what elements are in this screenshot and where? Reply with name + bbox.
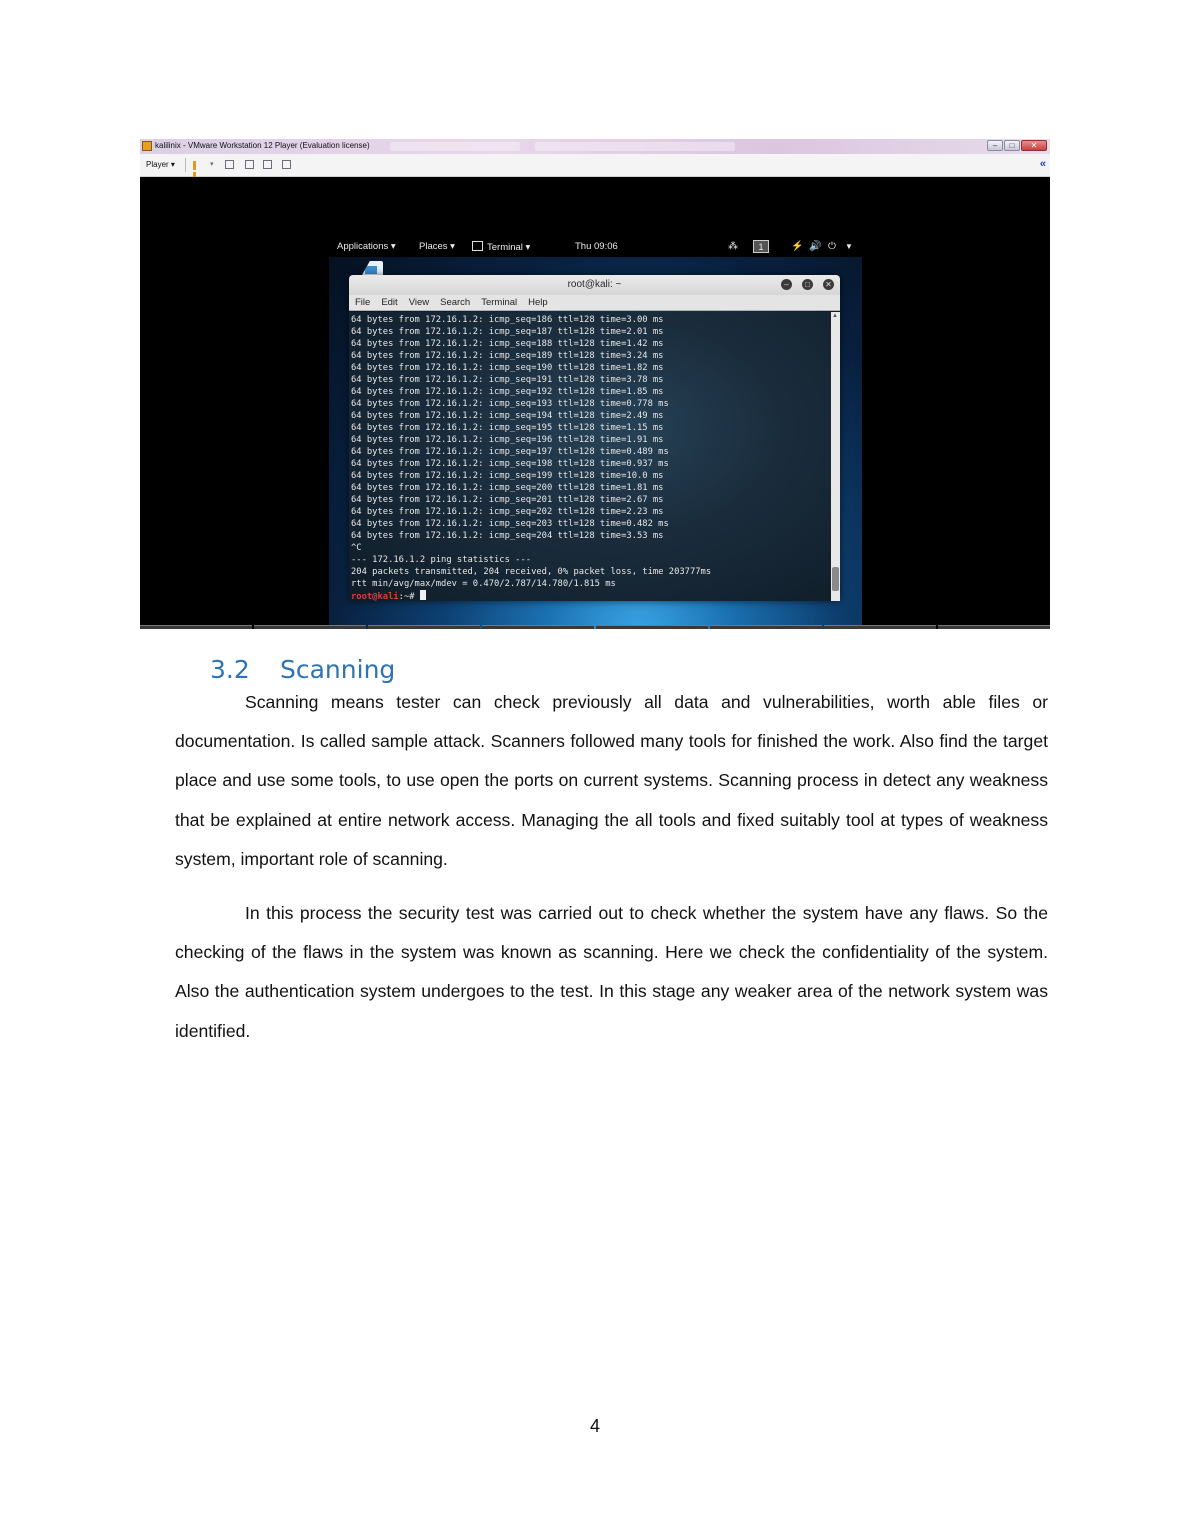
terminal-line: 64 bytes from 172.16.1.2: icmp_seq=200 ttl=128 time=1.81 ms: [351, 483, 664, 493]
terminal-prompt-line[interactable]: [351, 590, 831, 601]
unity-icon[interactable]: [282, 160, 291, 169]
scrollbar-thumb[interactable]: [832, 567, 839, 591]
player-menu[interactable]: Player ▾: [146, 160, 175, 169]
vm-display[interactable]: [140, 177, 1050, 627]
close-icon[interactable]: ✕: [823, 279, 834, 290]
terminal-scrollbar[interactable]: [831, 312, 840, 601]
maximize-icon[interactable]: □: [802, 279, 813, 290]
devices-icon[interactable]: [225, 160, 234, 169]
maximize-button[interactable]: □: [1004, 140, 1020, 151]
prompt-path: :~#: [398, 592, 420, 601]
terminal-output[interactable]: [349, 312, 831, 601]
network-icon[interactable]: ⚡: [791, 241, 804, 252]
terminal-line: 64 bytes from 172.16.1.2: icmp_seq=201 ttl=128 time=2.67 ms: [351, 495, 664, 505]
toolbar-divider: [185, 158, 186, 172]
terminal-menu-item[interactable]: File: [355, 297, 371, 308]
vm-window-title: kalilinix - VMware Workstation 12 Player (Evaluation license): [155, 141, 370, 150]
terminal-app-menu[interactable]: [472, 241, 530, 253]
collapse-icon[interactable]: «: [1039, 158, 1046, 170]
terminal-menu-item[interactable]: View: [408, 297, 430, 308]
clock[interactable]: Thu 09:06: [575, 241, 618, 252]
terminal-line: 64 bytes from 172.16.1.2: icmp_seq=193 ttl=128 time=0.778 ms: [351, 399, 669, 409]
terminal-menu-label: Terminal ▾: [487, 242, 531, 253]
terminal-line: 64 bytes from 172.16.1.2: icmp_seq=188 ttl=128 time=1.42 ms: [351, 339, 664, 349]
vm-toolbar: [140, 154, 1050, 177]
terminal-line: 64 bytes from 172.16.1.2: icmp_seq=202 ttl=128 time=2.23 ms: [351, 507, 664, 517]
terminal-line: 64 bytes from 172.16.1.2: icmp_seq=190 ttl=128 time=1.82 ms: [351, 363, 664, 373]
minimize-icon[interactable]: –: [781, 279, 792, 290]
kali-desktop[interactable]: [329, 237, 862, 629]
terminal-line: 64 bytes from 172.16.1.2: icmp_seq=198 ttl=128 time=0.937 ms: [351, 459, 669, 469]
terminal-icon: [472, 241, 483, 251]
terminal-line: 64 bytes from 172.16.1.2: icmp_seq=195 ttl=128 time=1.15 ms: [351, 423, 664, 433]
gnome-top-panel: [329, 237, 862, 257]
minimize-button[interactable]: –: [987, 140, 1003, 151]
workspace-indicator[interactable]: 1: [753, 240, 769, 253]
page-number: 4: [589, 1416, 600, 1436]
fullscreen-icon[interactable]: [263, 160, 272, 169]
prompt-user: root@kali: [351, 592, 399, 601]
terminal-line: 64 bytes from 172.16.1.2: icmp_seq=197 ttl=128 time=0.489 ms: [351, 447, 669, 457]
send-keys-icon[interactable]: [245, 160, 254, 169]
terminal-cursor: [420, 590, 426, 600]
terminal-title-bar: [349, 275, 840, 295]
terminal-line: 64 bytes from 172.16.1.2: icmp_seq=194 ttl=128 time=2.49 ms: [351, 411, 664, 421]
section-number: 3.2: [210, 655, 250, 684]
terminal-line: 64 bytes from 172.16.1.2: icmp_seq=189 ttl=128 time=3.24 ms: [351, 351, 664, 361]
terminal-line: 64 bytes from 172.16.1.2: icmp_seq=199 ttl=128 time=10.0 ms: [351, 471, 664, 481]
taskbar-tab[interactable]: [390, 142, 520, 151]
terminal-line: --- 172.16.1.2 ping statistics ---: [351, 555, 532, 565]
terminal-line: 204 packets transmitted, 204 received, 0% packet loss, time 203777ms: [351, 567, 712, 577]
dropdown-arrow-icon[interactable]: ▾: [210, 161, 214, 168]
terminal-line: 64 bytes from 172.16.1.2: icmp_seq=191 ttl=128 time=3.78 ms: [351, 375, 664, 385]
terminal-line: 64 bytes from 172.16.1.2: icmp_seq=192 ttl=128 time=1.85 ms: [351, 387, 664, 397]
terminal-title: root@kali: ~: [567, 279, 622, 290]
chevron-down-icon[interactable]: ▼: [845, 242, 853, 251]
host-taskbar-strip: [140, 625, 1050, 629]
scroll-up-icon[interactable]: ▲: [832, 313, 838, 319]
terminal-line: rtt min/avg/max/mdev = 0.470/2.787/14.780/1.815 ms: [351, 579, 616, 589]
terminal-menu-item[interactable]: Help: [528, 297, 548, 308]
window-controls: [987, 140, 1047, 151]
terminal-line: 64 bytes from 172.16.1.2: icmp_seq=196 ttl=128 time=1.91 ms: [351, 435, 664, 445]
terminal-line: ^C: [351, 543, 362, 553]
places-menu[interactable]: Places ▾: [419, 241, 455, 252]
terminal-line: 64 bytes from 172.16.1.2: icmp_seq=187 ttl=128 time=2.01 ms: [351, 327, 664, 337]
vm-screenshot: [140, 139, 1050, 629]
terminal-window[interactable]: [349, 275, 840, 601]
section-title: Scanning: [280, 655, 396, 684]
terminal-menu-item[interactable]: Terminal: [481, 297, 518, 308]
vmware-icon: [142, 141, 152, 151]
applications-menu[interactable]: Applications ▾: [337, 241, 396, 252]
pause-icon[interactable]: [193, 161, 202, 170]
terminal-line: 64 bytes from 172.16.1.2: icmp_seq=204 ttl=128 time=3.53 ms: [351, 531, 664, 541]
terminal-menu-item[interactable]: Edit: [381, 297, 398, 308]
terminal-menu-item[interactable]: Search: [440, 297, 471, 308]
close-button[interactable]: ✕: [1021, 140, 1047, 151]
vm-title-bar: [140, 139, 1050, 154]
section-heading: [210, 655, 395, 684]
volume-icon[interactable]: 🔊: [809, 241, 822, 252]
body-paragraph: Scanning means tester can check previously all data and vulnerabilities, worth able files or documentation. Is called sample attack. Scanners followed many tools for finished the work. Also find the target place and use some tools, to use open the ports on current systems. Scanning process in detect any weakness that be explained at entire network access. Managing the all tools and fixed suitably tool at types of weakness system, important role of scanning.: [175, 692, 1048, 869]
terminal-menu-bar: [349, 295, 840, 311]
taskbar-tab[interactable]: [535, 142, 735, 151]
body-paragraph: In this process the security test was carried out to check whether the system have any flaws. So the checking of the flaws in the system was known as scanning. Here we check the confidentiality of the system. Also the authentication system undergoes to the test. In this stage any weaker area of the network system was identified.: [175, 903, 1048, 1041]
power-icon[interactable]: ⏻: [828, 241, 836, 252]
workspace-switcher-icon[interactable]: ⁂: [728, 241, 738, 252]
terminal-line: 64 bytes from 172.16.1.2: icmp_seq=203 ttl=128 time=0.482 ms: [351, 519, 669, 529]
terminal-line: 64 bytes from 172.16.1.2: icmp_seq=186 ttl=128 time=3.00 ms: [351, 315, 664, 325]
